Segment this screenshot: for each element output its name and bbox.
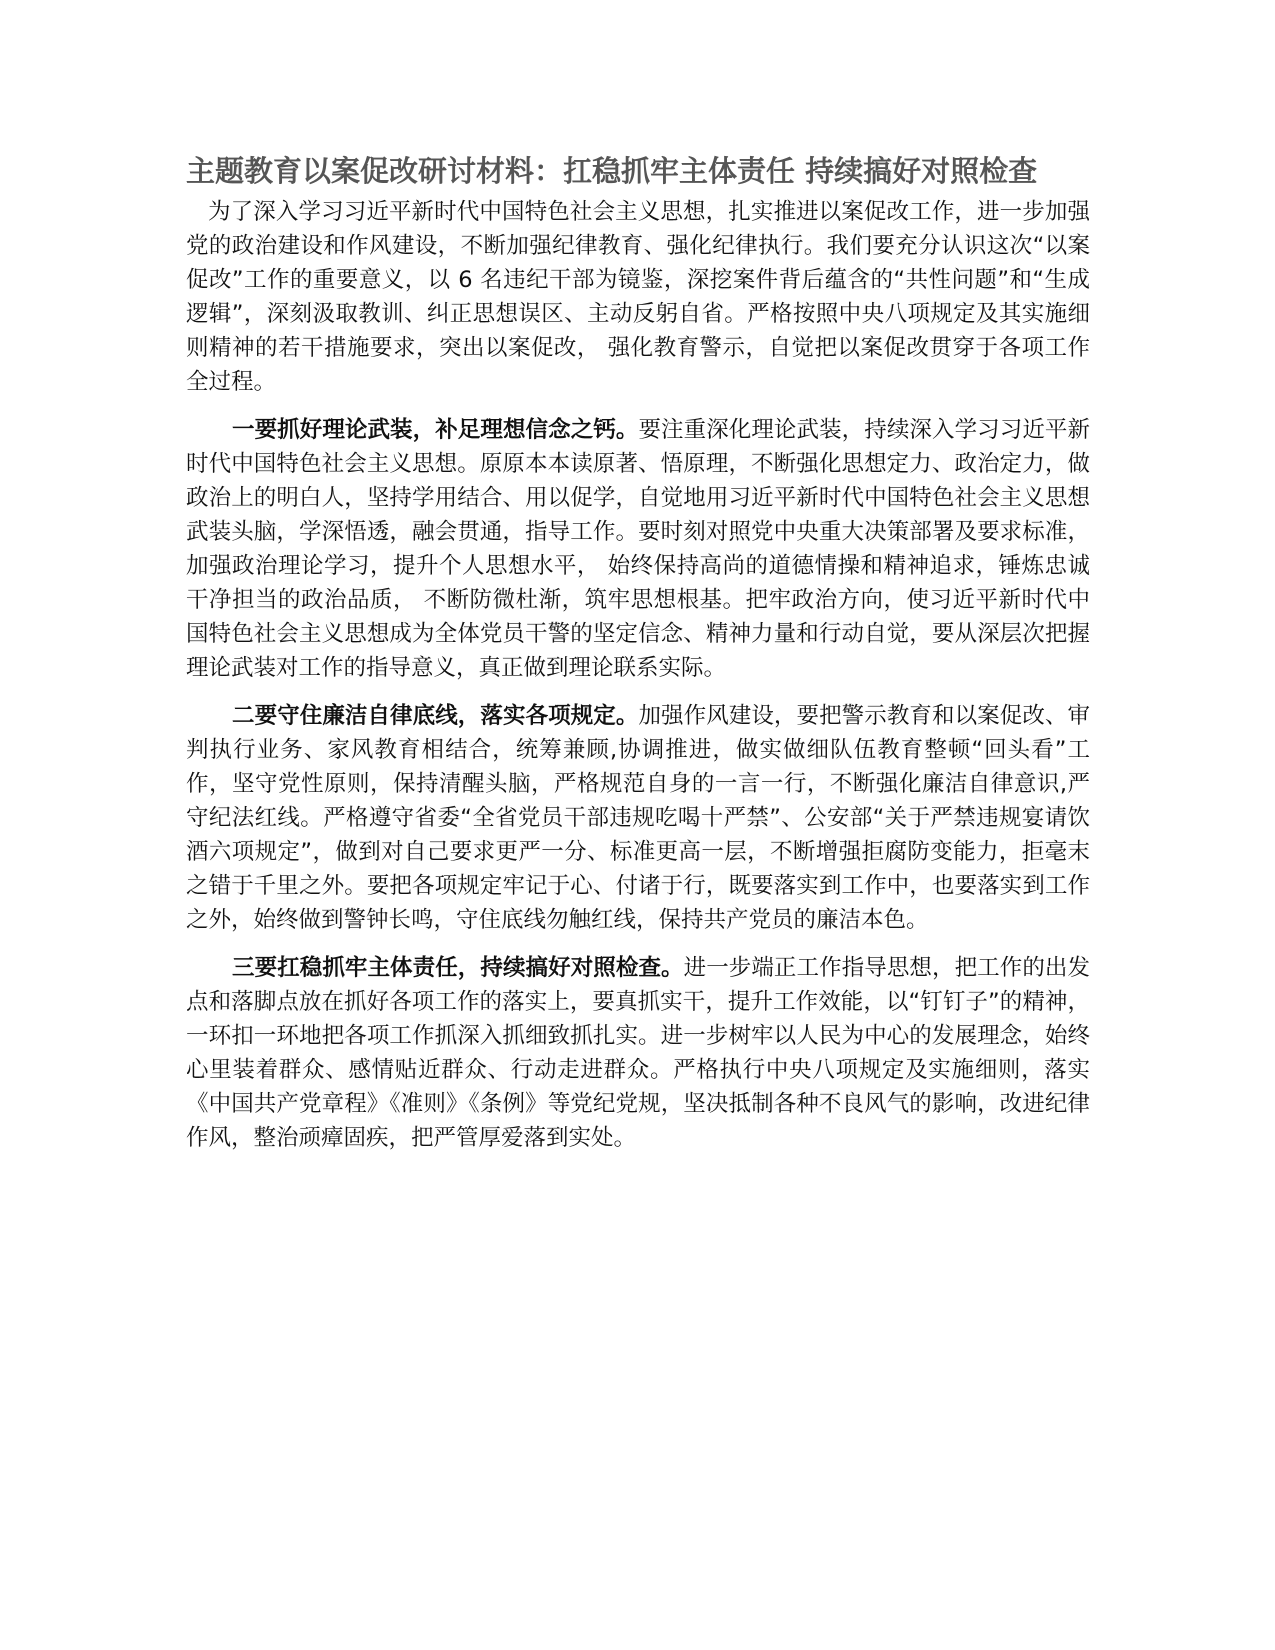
- section-body-2: 加强作风建设，要把警示教育和以案促改、审判执行业务、家风教育相结合，统筹兼顾,协调推进，做实做细队伍教育整顿“回头看”工作，坚守党性原则，保持清醒头脑，严格规范自身的一言一行，不断强化廉洁自律意识,严守纪法红线。严格遵守省委“全省党员干部违规吃喝十严禁”、公安部“关于严禁违规宴请饮酒六项规定”，做到对自己要求更严一分、标准更高一层，不断增强拒腐防变能力，拒毫末之错于千里之外。要把各项规定牢记于心、付诸于行，既要落实到工作中，也要落实到工作之外，始终做到警钟长鸣，守住底线勿触红线，保持共产党员的廉洁本色。: [186, 703, 1090, 933]
- section-body-1: 要注重深化理论武装，持续深入学习习近平新时代中国特色社会主义思想。原原本本读原著、悟原理，不断强化思想定力、政治定力，做政治上的明白人，坚持学用结合、用以促学，自觉地用习近平新时代中国特色社会主义思想武装头脑，学深悟透，融会贯通，指导工作。要时刻对照党中央重大决策部署及要求标准，加强政治理论学习，提升个人思想水平， 始终保持高尚的道德情操和精神追求，锤炼忠诚干净担当的政治品质， 不断防微杜渐，筑牢思想根基。把牢政治方向，使习近平新时代中国特色社会主义思想成为全体党员干警的坚定信念、精神力量和行动自觉，要从深层次把握理论武装对工作的指导意义，真正做到理论联系实际。: [186, 417, 1090, 681]
- document-body: [186, 152, 1090, 1155]
- section-heading-1: 一要抓好理论武装，补足理想信念之钙。: [232, 417, 639, 443]
- section-heading-2: 二要守住廉洁自律底线，落实各项规定。: [232, 703, 639, 729]
- section-body-3: 进一步端正工作指导思想，把工作的出发点和落脚点放在抓好各项工作的落实上，要真抓实干，提升工作效能，以“钉钉子”的精神，一环扣一环地把各项工作抓深入抓细致抓扎实。进一步树牢以人民为中心的发展理念，始终心里装着群众、感情贴近群众、行动走进群众。严格执行中央八项规定及实施细则，落实《中国共产党章程》《准则》《条例》等党纪党规，坚决抵制各种不良风气的影响，改进纪律作风，整治顽瘴固疾，把严管厚爱落到实处。: [186, 955, 1090, 1151]
- section-heading-3: 三要扛稳抓牢主体责任，持续搞好对照检查。: [232, 955, 684, 981]
- document-title: 主题教育以案促改研讨材料：扛稳抓牢主体责任 持续搞好对照检查: [186, 154, 1038, 188]
- section-paragraph-3: [186, 951, 1090, 1155]
- section-paragraph-2: [186, 699, 1090, 937]
- intro-paragraph: 为了深入学习习近平新时代中国特色社会主义思想，扎实推进以案促改工作，进一步加强党的政治建设和作风建设，不断加强纪律教育、强化纪律执行。我们要充分认识这次“以案促改”工作的重要意义，以 6 名违纪干部为镜鉴，深挖案件背后蕴含的“共性问题”和“生成逻辑”，深刻汲取教训、纠正思想误区、主动反躬自省。严格按照中央八项规定及其实施细则精神的若干措施要求，突出以案促改， 强化教育警示，自觉把以案促改贯穿于各项工作全过程。: [186, 199, 1090, 395]
- section-paragraph-1: [186, 413, 1090, 685]
